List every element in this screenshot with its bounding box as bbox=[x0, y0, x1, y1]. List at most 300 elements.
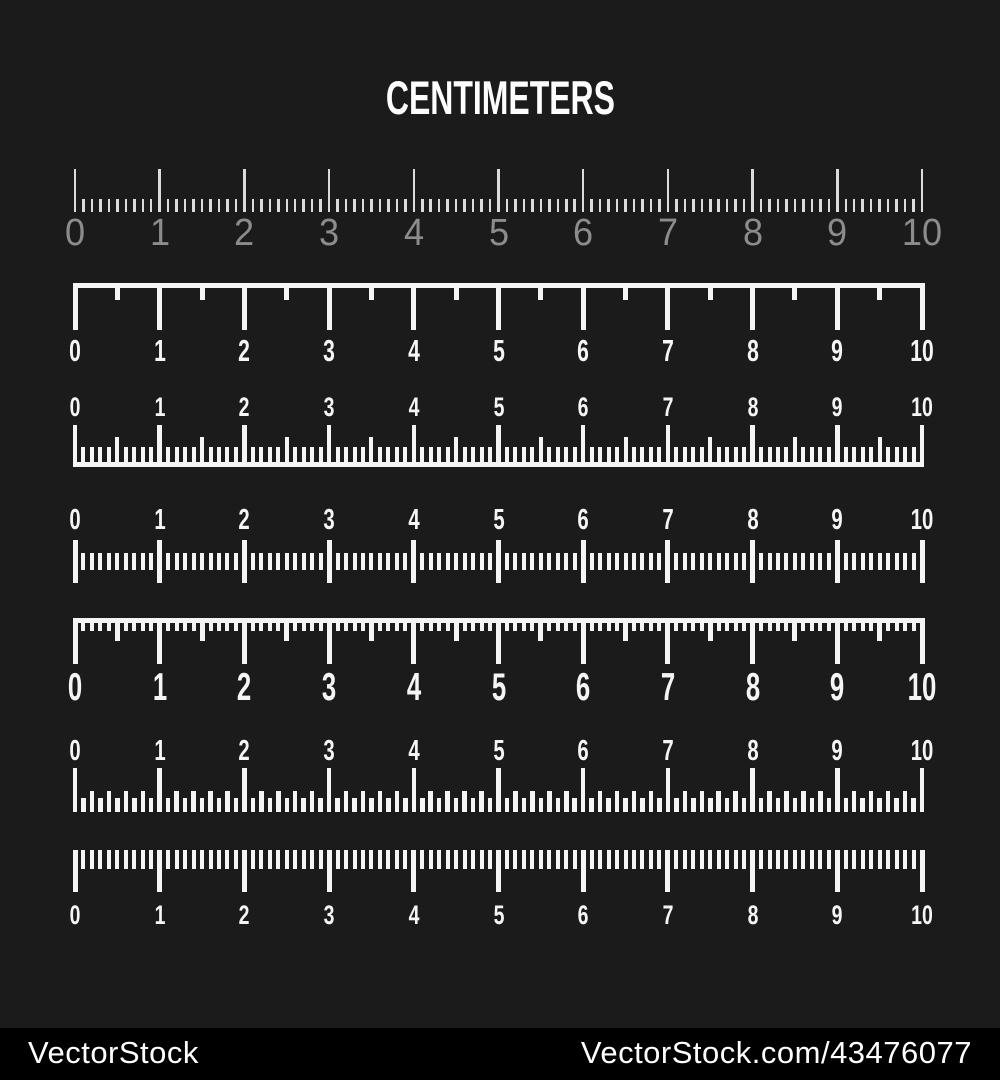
tick-minor bbox=[201, 199, 204, 212]
tick-minor bbox=[657, 447, 661, 467]
tick-minor bbox=[251, 447, 255, 467]
tick-minor bbox=[684, 199, 687, 212]
tick-minor bbox=[184, 199, 187, 212]
cm-label: 9 bbox=[827, 212, 848, 254]
tick-minor bbox=[810, 798, 815, 812]
cm-label: 9 bbox=[831, 392, 843, 422]
tick-minor bbox=[505, 850, 509, 869]
tick-minor bbox=[717, 447, 721, 467]
tick-major bbox=[73, 283, 78, 330]
cm-label: 2 bbox=[238, 333, 251, 368]
tick-minor bbox=[344, 447, 348, 467]
tick-tooth bbox=[217, 623, 221, 631]
tick-minor bbox=[200, 798, 205, 812]
tick-minor bbox=[252, 199, 255, 212]
tick-minor bbox=[98, 447, 102, 467]
tick-major bbox=[581, 425, 586, 467]
tick-minor bbox=[640, 447, 644, 467]
tick-minor bbox=[107, 850, 111, 869]
tick-minor bbox=[124, 447, 128, 467]
tick-major bbox=[496, 618, 501, 664]
tick-major bbox=[835, 850, 840, 892]
tick-minor bbox=[369, 850, 373, 869]
tick-half bbox=[708, 437, 712, 467]
tick-minor bbox=[234, 798, 239, 812]
tick-major bbox=[412, 768, 417, 812]
cm-label: 4 bbox=[408, 392, 420, 422]
tick-minor bbox=[573, 553, 577, 570]
tick-major bbox=[920, 618, 925, 664]
tick-minor bbox=[894, 798, 899, 812]
tick-minor bbox=[370, 199, 373, 212]
cm-label: 8 bbox=[746, 504, 759, 536]
tick-major bbox=[327, 768, 332, 812]
tick-minor bbox=[420, 447, 424, 467]
tick-tooth bbox=[234, 623, 238, 631]
cm-label: 2 bbox=[234, 212, 255, 254]
tick-minor bbox=[547, 447, 551, 467]
tick-minor bbox=[90, 553, 94, 570]
tick-minor bbox=[768, 850, 772, 869]
tick-minor bbox=[633, 199, 636, 212]
tick-major bbox=[835, 425, 840, 467]
tick-major bbox=[157, 540, 162, 583]
tick-minor bbox=[471, 447, 475, 467]
tick-half bbox=[623, 283, 628, 300]
tick-major bbox=[666, 768, 671, 812]
tick-major bbox=[836, 169, 839, 212]
tick-tooth bbox=[912, 623, 916, 631]
tick-tooth bbox=[556, 623, 560, 631]
tick-tooth bbox=[844, 623, 848, 631]
tick-minor bbox=[344, 553, 348, 570]
tick-minor bbox=[801, 850, 805, 869]
tick-minor bbox=[556, 850, 560, 869]
tick-minor bbox=[827, 553, 831, 570]
page-title bbox=[0, 71, 1000, 124]
tick-minor bbox=[276, 850, 280, 869]
tick-minor bbox=[844, 447, 848, 467]
tick-minor bbox=[640, 850, 644, 869]
page-title-text: CENTIMETERS bbox=[385, 71, 615, 124]
tick-minor bbox=[217, 447, 221, 467]
tick-half bbox=[369, 437, 373, 467]
tick-tooth bbox=[276, 623, 280, 631]
tick-minor bbox=[99, 199, 102, 212]
tick-minor bbox=[530, 553, 534, 570]
tick-minor bbox=[640, 798, 645, 812]
cm-label: 10 bbox=[910, 504, 934, 536]
tick-minor bbox=[175, 447, 179, 467]
tick-minor bbox=[149, 798, 154, 812]
cm-label: 1 bbox=[149, 212, 170, 254]
tick-half bbox=[284, 283, 289, 300]
tick-tooth bbox=[361, 623, 365, 631]
tick-half bbox=[793, 437, 797, 467]
tick-half bbox=[115, 437, 119, 467]
tick-tooth bbox=[590, 623, 594, 631]
tick-minor bbox=[539, 798, 544, 812]
tick-tooth bbox=[717, 623, 721, 631]
tick-minor bbox=[649, 447, 653, 467]
tick-tooth bbox=[488, 623, 492, 631]
tick-half bbox=[115, 618, 120, 641]
tick-medium bbox=[361, 791, 366, 812]
tick-half bbox=[200, 618, 205, 641]
tick-major bbox=[157, 283, 162, 330]
tick-tooth bbox=[691, 623, 695, 631]
tick-tooth bbox=[446, 623, 450, 631]
tick-minor bbox=[488, 447, 492, 467]
tick-minor bbox=[336, 850, 340, 869]
tick-minor bbox=[632, 553, 636, 570]
tick-tooth bbox=[818, 623, 822, 631]
tick-minor bbox=[607, 850, 611, 869]
tick-major bbox=[666, 425, 671, 467]
tick-minor bbox=[132, 850, 136, 869]
tick-half bbox=[538, 283, 543, 300]
cm-label: 1 bbox=[154, 392, 166, 422]
tick-minor bbox=[403, 798, 408, 812]
tick-medium bbox=[462, 791, 467, 812]
tick-minor bbox=[810, 850, 814, 869]
watermark-bar bbox=[0, 1028, 1000, 1080]
cm-label: 0 bbox=[69, 333, 81, 368]
tick-minor bbox=[649, 553, 653, 570]
tick-minor bbox=[463, 553, 467, 570]
tick-minor bbox=[912, 553, 916, 570]
tick-minor bbox=[200, 553, 204, 570]
tick-medium bbox=[767, 791, 772, 812]
tick-minor bbox=[81, 850, 85, 869]
tick-minor bbox=[828, 199, 831, 212]
tick-half bbox=[369, 283, 374, 300]
tick-minor bbox=[768, 553, 772, 570]
tick-minor bbox=[513, 553, 517, 570]
tick-major bbox=[665, 618, 670, 664]
tick-minor bbox=[293, 553, 297, 570]
tick-medium bbox=[208, 791, 213, 812]
tick-minor bbox=[488, 850, 492, 869]
tick-minor bbox=[683, 447, 687, 467]
tick-minor bbox=[539, 850, 543, 869]
tick-minor bbox=[268, 798, 273, 812]
cm-label: 9 bbox=[830, 666, 845, 709]
tick-tooth bbox=[386, 623, 390, 631]
tick-half bbox=[623, 618, 628, 641]
tick-minor bbox=[217, 553, 221, 570]
tick-minor bbox=[886, 447, 890, 467]
tick-minor bbox=[446, 850, 450, 869]
tick-minor bbox=[784, 553, 788, 570]
tick-minor bbox=[403, 553, 407, 570]
cm-label: 5 bbox=[492, 735, 505, 767]
tick-minor bbox=[108, 199, 111, 212]
tick-half bbox=[284, 618, 289, 641]
tick-minor bbox=[573, 447, 577, 467]
tick-minor bbox=[404, 199, 407, 212]
tick-tooth bbox=[403, 623, 407, 631]
cm-label: 2 bbox=[238, 735, 251, 767]
tick-major bbox=[835, 618, 840, 664]
tick-minor bbox=[429, 850, 433, 869]
tick-minor bbox=[234, 850, 238, 869]
tick-minor bbox=[132, 553, 136, 570]
tick-minor bbox=[362, 199, 365, 212]
tick-minor bbox=[776, 447, 780, 467]
tick-minor bbox=[522, 553, 526, 570]
tick-minor bbox=[429, 199, 432, 212]
tick-minor bbox=[565, 199, 568, 212]
tick-minor bbox=[268, 447, 272, 467]
tick-medium bbox=[852, 791, 857, 812]
tick-minor bbox=[150, 199, 153, 212]
tick-tooth bbox=[463, 623, 467, 631]
tick-minor bbox=[353, 553, 357, 570]
tick-minor bbox=[183, 798, 188, 812]
cm-label: 7 bbox=[662, 392, 674, 422]
tick-minor bbox=[810, 553, 814, 570]
tick-minor bbox=[175, 553, 179, 570]
cm-label: 6 bbox=[577, 392, 589, 422]
tick-minor bbox=[513, 447, 517, 467]
tick-major bbox=[327, 540, 332, 583]
tick-minor bbox=[310, 850, 314, 869]
tick-medium bbox=[276, 791, 281, 812]
tick-minor bbox=[259, 553, 263, 570]
cm-label: 1 bbox=[154, 504, 166, 536]
tick-minor bbox=[742, 850, 746, 869]
tick-minor bbox=[657, 850, 661, 869]
tick-minor bbox=[293, 850, 297, 869]
tick-half bbox=[200, 283, 205, 300]
cm-label: 7 bbox=[662, 735, 674, 767]
tick-medium bbox=[869, 791, 874, 812]
tick-medium bbox=[395, 791, 400, 812]
tick-tooth bbox=[225, 623, 229, 631]
tick-minor bbox=[259, 447, 263, 467]
tick-minor bbox=[607, 553, 611, 570]
tick-tooth bbox=[700, 623, 704, 631]
cm-label: 9 bbox=[831, 504, 843, 536]
tick-half bbox=[454, 437, 458, 467]
tick-tooth bbox=[124, 623, 128, 631]
tick-minor bbox=[115, 798, 120, 812]
tick-minor bbox=[319, 199, 322, 212]
tick-minor bbox=[827, 850, 831, 869]
tick-minor bbox=[471, 850, 475, 869]
tick-minor bbox=[319, 447, 323, 467]
tick-minor bbox=[437, 850, 441, 869]
tick-minor bbox=[454, 553, 458, 570]
tick-minor bbox=[590, 199, 593, 212]
tick-minor bbox=[437, 553, 441, 570]
tick-major bbox=[665, 283, 670, 330]
tick-minor bbox=[480, 199, 483, 212]
tick-minor bbox=[878, 850, 882, 869]
tick-minor bbox=[235, 199, 238, 212]
tick-minor bbox=[683, 850, 687, 869]
tick-minor bbox=[717, 553, 721, 570]
tick-half bbox=[454, 618, 459, 641]
tick-minor bbox=[403, 447, 407, 467]
tick-minor bbox=[540, 199, 543, 212]
cm-label: 0 bbox=[67, 666, 83, 709]
tick-minor bbox=[505, 798, 510, 812]
cm-label: 8 bbox=[746, 333, 759, 368]
tick-half bbox=[878, 437, 882, 467]
tick-half bbox=[539, 437, 543, 467]
tick-minor bbox=[217, 798, 222, 812]
tick-minor bbox=[81, 798, 86, 812]
cm-label: 8 bbox=[745, 666, 760, 709]
tick-major bbox=[581, 850, 586, 892]
tick-minor bbox=[691, 850, 695, 869]
tick-tooth bbox=[598, 623, 602, 631]
tick-minor bbox=[615, 850, 619, 869]
tick-minor bbox=[319, 850, 323, 869]
cm-label: 1 bbox=[152, 666, 167, 709]
tick-major bbox=[581, 768, 586, 812]
tick-tooth bbox=[615, 623, 619, 631]
tick-minor bbox=[530, 447, 534, 467]
tick-tooth bbox=[522, 623, 526, 631]
tick-minor bbox=[488, 798, 493, 812]
tick-major bbox=[73, 425, 78, 467]
tick-minor bbox=[801, 553, 805, 570]
tick-minor bbox=[396, 199, 399, 212]
cm-label: 10 bbox=[911, 392, 933, 422]
tick-medium bbox=[445, 791, 450, 812]
tick-tooth bbox=[886, 623, 890, 631]
tick-tooth bbox=[759, 623, 763, 631]
tick-tooth bbox=[336, 623, 340, 631]
tick-minor bbox=[674, 798, 679, 812]
tick-medium bbox=[310, 791, 315, 812]
cm-label: 2 bbox=[237, 666, 252, 709]
cm-label: 10 bbox=[911, 900, 933, 930]
tick-medium bbox=[259, 791, 264, 812]
tick-tooth bbox=[471, 623, 475, 631]
tick-minor bbox=[302, 447, 306, 467]
tick-major bbox=[920, 283, 925, 330]
tick-major bbox=[157, 768, 162, 812]
tick-minor bbox=[455, 199, 458, 212]
tick-tooth bbox=[861, 623, 865, 631]
cm-label: 10 bbox=[910, 333, 934, 368]
tick-major bbox=[327, 850, 332, 892]
tick-minor bbox=[657, 553, 661, 570]
tick-medium bbox=[124, 791, 129, 812]
tick-minor bbox=[760, 199, 763, 212]
cm-label: 6 bbox=[577, 735, 589, 767]
tick-minor bbox=[734, 199, 737, 212]
cm-label: 5 bbox=[493, 392, 504, 422]
tick-minor bbox=[420, 850, 424, 869]
cm-label: 3 bbox=[323, 900, 335, 930]
tick-minor bbox=[277, 199, 280, 212]
tick-minor bbox=[904, 199, 907, 212]
tick-minor bbox=[895, 447, 899, 467]
tick-minor bbox=[700, 850, 704, 869]
tick-major bbox=[411, 540, 416, 583]
tick-minor bbox=[421, 199, 424, 212]
tick-minor bbox=[852, 553, 856, 570]
tick-minor bbox=[286, 199, 289, 212]
tick-minor bbox=[700, 447, 704, 467]
cm-label: 7 bbox=[657, 212, 678, 254]
tick-minor bbox=[386, 798, 391, 812]
tick-minor bbox=[793, 850, 797, 869]
tick-major bbox=[750, 540, 755, 583]
tick-medium bbox=[378, 791, 383, 812]
tick-minor bbox=[369, 553, 373, 570]
tick-major bbox=[242, 768, 247, 812]
tick-minor bbox=[463, 447, 467, 467]
tick-minor bbox=[700, 553, 704, 570]
tick-major bbox=[157, 850, 162, 892]
tick-minor bbox=[734, 553, 738, 570]
cm-label: 4 bbox=[407, 333, 420, 368]
tick-major bbox=[496, 850, 501, 892]
tick-minor bbox=[887, 199, 890, 212]
tick-major bbox=[157, 425, 162, 467]
tick-minor bbox=[869, 447, 873, 467]
tick-minor bbox=[353, 199, 356, 212]
tick-minor bbox=[234, 447, 238, 467]
tick-minor bbox=[530, 850, 534, 869]
cm-label: 8 bbox=[742, 212, 763, 254]
tick-medium bbox=[479, 791, 484, 812]
tick-minor bbox=[742, 798, 747, 812]
tick-minor bbox=[556, 553, 560, 570]
tick-minor bbox=[624, 553, 628, 570]
tick-minor bbox=[124, 553, 128, 570]
tick-minor bbox=[251, 850, 255, 869]
tick-tooth bbox=[429, 623, 433, 631]
tick-minor bbox=[90, 447, 94, 467]
tick-major bbox=[242, 283, 247, 330]
tick-minor bbox=[488, 553, 492, 570]
tick-minor bbox=[844, 850, 848, 869]
tick-tooth bbox=[344, 623, 348, 631]
cm-label: 4 bbox=[408, 504, 420, 536]
tick-major bbox=[158, 169, 161, 212]
tick-minor bbox=[480, 447, 484, 467]
tick-major bbox=[243, 169, 246, 212]
tick-minor bbox=[379, 199, 382, 212]
tick-minor bbox=[573, 850, 577, 869]
tick-minor bbox=[386, 553, 390, 570]
tick-minor bbox=[454, 798, 459, 812]
tick-minor bbox=[301, 798, 306, 812]
tick-minor bbox=[81, 447, 85, 467]
tick-half bbox=[877, 618, 882, 641]
tick-minor bbox=[911, 798, 916, 812]
cm-label: 2 bbox=[238, 900, 250, 930]
tick-minor bbox=[886, 850, 890, 869]
tick-tooth bbox=[395, 623, 399, 631]
tick-major bbox=[411, 618, 416, 664]
tick-medium bbox=[547, 791, 552, 812]
tick-minor bbox=[209, 199, 212, 212]
tick-minor bbox=[717, 850, 721, 869]
tick-minor bbox=[903, 553, 907, 570]
cm-label: 10 bbox=[901, 212, 943, 254]
tick-tooth bbox=[437, 623, 441, 631]
tick-minor bbox=[801, 447, 805, 467]
tick-minor bbox=[912, 199, 915, 212]
